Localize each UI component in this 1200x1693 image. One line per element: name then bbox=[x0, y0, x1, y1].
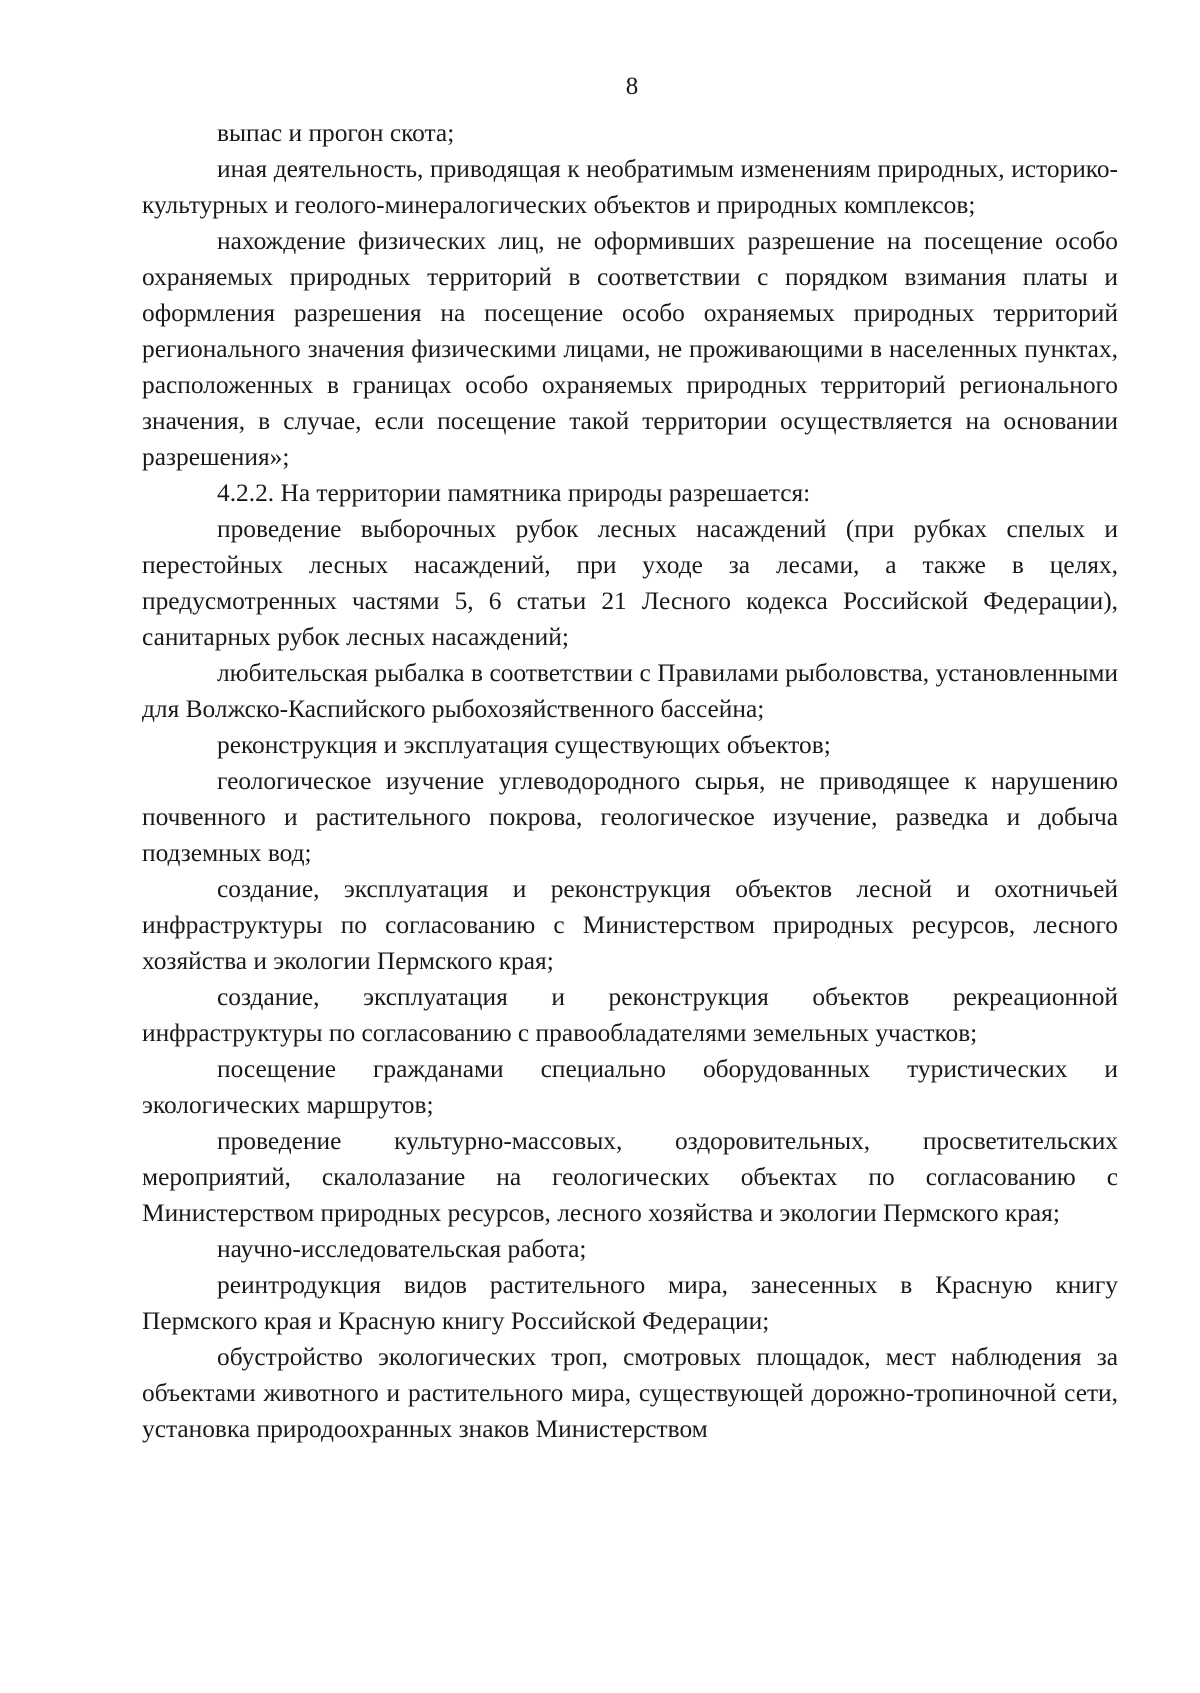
paragraph: реинтродукция видов растительного мира, занесенных в Красную книгу Пермского края и Красную книгу Российской Федерации; bbox=[142, 1271, 1118, 1335]
paragraph: нахождение физических лиц, не оформивших разрешение на посещение особо охраняемых природных территорий в соответствии с порядком взимания платы и оформления разрешения на посещение особо охраняемых природных территорий регионального значения физическими лицами, не проживающими в населенных пунктах, расположенных в границах особо охраняемых природных территорий регионального значения, в случае, если посещение такой территории осуществляется на основании разрешения»; bbox=[142, 227, 1118, 471]
paragraph: проведение выборочных рубок лесных насаждений (при рубках спелых и перестойных лесных насаждений, при уходе за лесами, а также в целях, предусмотренных частями 5, 6 статьи 21 Лесного кодекса Российской Федерации), санитарных рубок лесных насаждений; bbox=[142, 515, 1118, 651]
page-number: 8 bbox=[625, 73, 639, 100]
paragraph: реконструкция и эксплуатация существующих объектов; bbox=[217, 731, 831, 759]
paragraph: иная деятельность, приводящая к необратимым изменениям природных, историко-культурных и геолого-минералогических объектов и природных комплексов; bbox=[142, 155, 1118, 219]
section-heading: 4.2.2. На территории памятника природы разрешается: bbox=[217, 479, 811, 507]
paragraph: научно-исследовательская работа; bbox=[217, 1235, 587, 1263]
paragraph: выпас и прогон скота; bbox=[217, 119, 455, 147]
paragraph: любительская рыбалка в соответствии с Правилами рыболовства, установленными для Волжско-Каспийского рыбохозяйственного бассейна; bbox=[142, 659, 1118, 723]
paragraph: создание, эксплуатация и реконструкция объектов рекреационной инфраструктуры по согласованию с правообладателями земельных участков; bbox=[142, 983, 1118, 1047]
paragraph: проведение культурно-массовых, оздоровительных, просветительских мероприятий, скалолазание на геологических объектах по согласованию с Министерством природных ресурсов, лесного хозяйства и экологии Пермского края; bbox=[142, 1127, 1118, 1227]
document-body bbox=[142, 115, 1118, 1447]
paragraph: обустройство экологических троп, смотровых площадок, мест наблюдения за объектами животного и растительного мира, существующей дорожно-тропиночной сети, установка природоохранных знаков Министерством bbox=[142, 1343, 1118, 1443]
paragraph: посещение гражданами специально оборудованных туристических и экологических маршрутов; bbox=[142, 1055, 1118, 1119]
paragraph: создание, эксплуатация и реконструкция объектов лесной и охотничьей инфраструктуры по согласованию с Министерством природных ресурсов, лесного хозяйства и экологии Пермского края; bbox=[142, 875, 1118, 975]
paragraph: геологическое изучение углеводородного сырья, не приводящее к нарушению почвенного и растительного покрова, геологическое изучение, разведка и добыча подземных вод; bbox=[142, 767, 1118, 867]
